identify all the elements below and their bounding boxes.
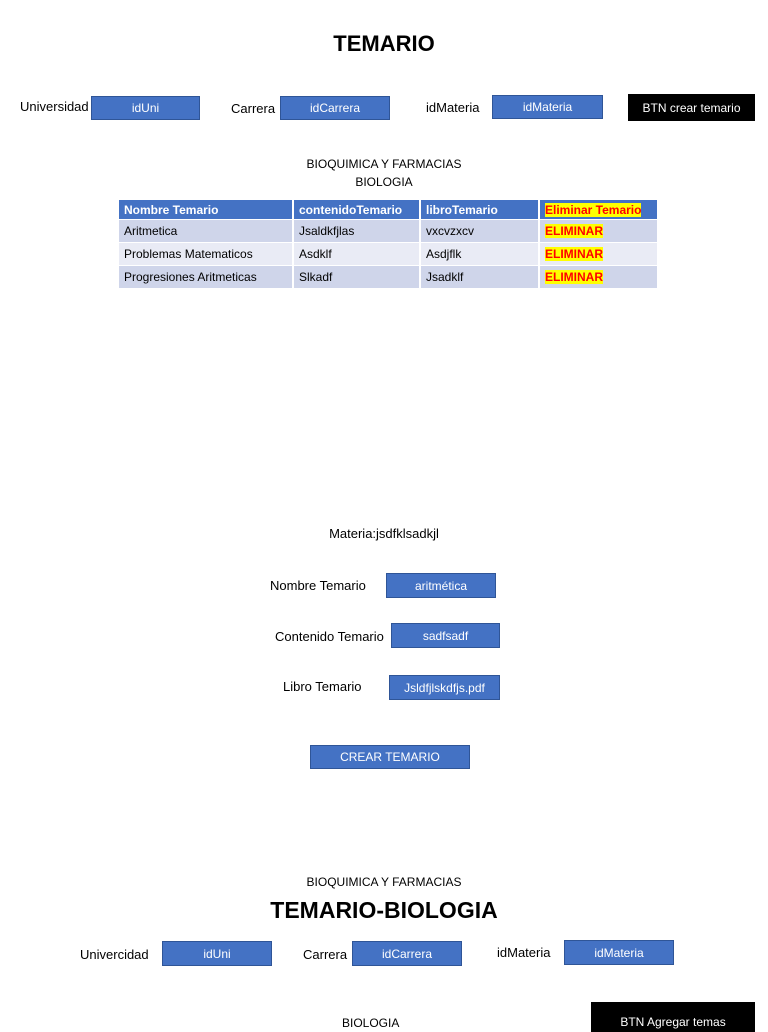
delete-button[interactable]: ELIMINAR	[545, 224, 603, 238]
delete-button[interactable]: ELIMINAR	[545, 270, 603, 284]
page-title: TEMARIO	[333, 31, 435, 56]
cell-nombre: Aritmetica	[119, 220, 293, 243]
create-temario-button[interactable]: BTN crear temario	[628, 94, 755, 121]
cell-libro: vxcvzxcv	[420, 220, 539, 243]
cell-libro: Jsadklf	[420, 266, 539, 289]
table-row	[119, 266, 658, 289]
header-libro: libroTemario	[420, 200, 539, 220]
universidad-label: Universidad	[20, 99, 89, 114]
agregar-temas-button[interactable]: BTN Agregar temas	[591, 1002, 755, 1032]
materia-field-2[interactable]: idMateria	[564, 940, 674, 965]
table-header-row	[119, 200, 658, 220]
contenido-temario-input[interactable]: sadfsadf	[391, 623, 500, 648]
cell-contenido: Slkadf	[293, 266, 420, 289]
header-contenido: contenidoTemario	[293, 200, 420, 220]
materia-field[interactable]: idMateria	[492, 95, 603, 119]
cell-contenido: Jsaldkfjlas	[293, 220, 420, 243]
cell-nombre: Problemas Matematicos	[119, 243, 293, 266]
universidad-field[interactable]: idUni	[91, 96, 200, 120]
header-eliminar	[539, 200, 658, 220]
cell-libro: Asdjflk	[420, 243, 539, 266]
subject-label-2: BIOLOGIA	[342, 1016, 400, 1030]
nombre-temario-label: Nombre Temario	[270, 578, 366, 593]
libro-temario-input[interactable]: Jsldfjlskdfjs.pdf	[389, 675, 500, 700]
carrera-field[interactable]: idCarrera	[280, 96, 390, 120]
materia-label: idMateria	[426, 100, 480, 115]
nombre-temario-input[interactable]: aritmética	[386, 573, 496, 598]
contenido-temario-label: Contenido Temario	[275, 629, 384, 644]
table-row	[119, 220, 658, 243]
materia-display: Materia:jsdfklsadkjl	[329, 526, 439, 541]
table-row	[119, 243, 658, 266]
delete-button[interactable]: ELIMINAR	[545, 247, 603, 261]
temario-table	[119, 200, 659, 289]
cell-nombre: Progresiones Aritmeticas	[119, 266, 293, 289]
cell-contenido: Asdklf	[293, 243, 420, 266]
materia-label-2: idMateria	[497, 945, 551, 960]
faculty-label: BIOQUIMICA Y FARMACIAS	[306, 157, 462, 171]
libro-temario-label: Libro Temario	[283, 679, 362, 694]
header-nombre: Nombre Temario	[119, 200, 293, 220]
cell-accion	[539, 266, 658, 289]
cell-accion	[539, 220, 658, 243]
carrera-label-2: Carrera	[303, 947, 348, 962]
crear-temario-submit-button[interactable]: CREAR TEMARIO	[310, 745, 470, 769]
carrera-label: Carrera	[231, 101, 276, 116]
subject-label: BIOLOGIA	[355, 175, 413, 189]
carrera-field-2[interactable]: idCarrera	[352, 941, 462, 966]
univercidad-label: Univercidad	[80, 947, 149, 962]
univercidad-field[interactable]: idUni	[162, 941, 272, 966]
header-eliminar-label: Eliminar Temario	[545, 202, 642, 217]
temario-biologia-title: TEMARIO-BIOLOGIA	[270, 897, 498, 923]
faculty-label-2: BIOQUIMICA Y FARMACIAS	[306, 875, 462, 889]
cell-accion	[539, 243, 658, 266]
